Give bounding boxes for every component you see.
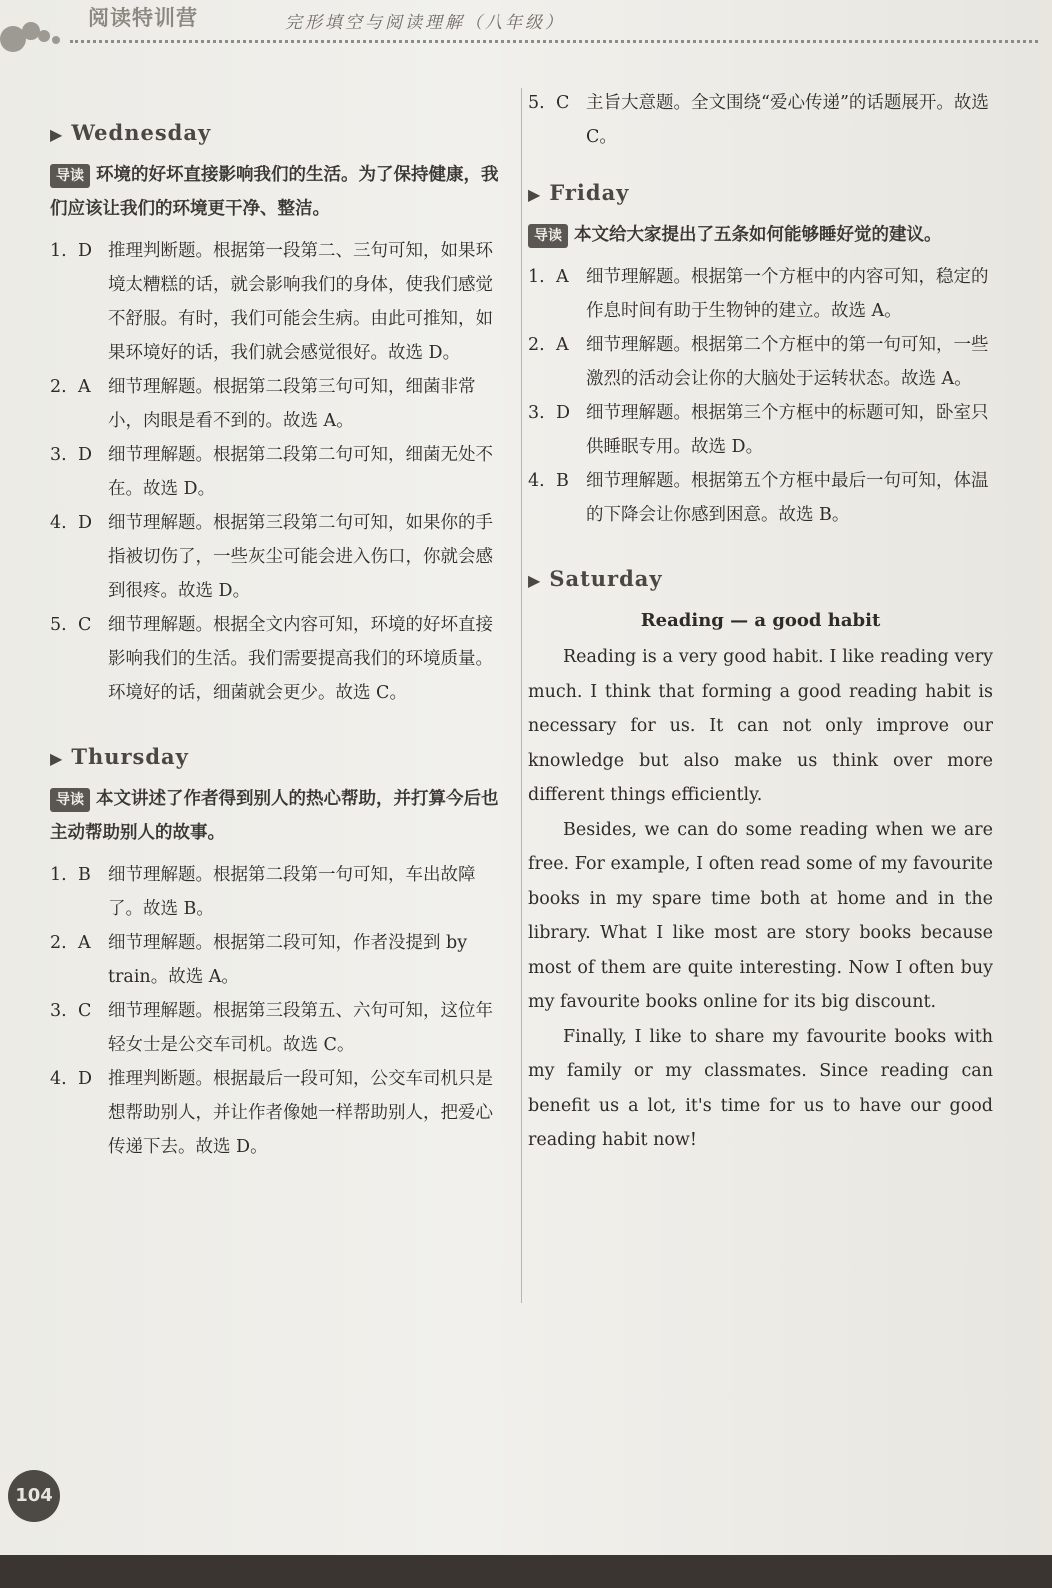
guide-badge: 导读 xyxy=(50,788,90,812)
essay-title: Reading — a good habit xyxy=(640,610,881,631)
right-column xyxy=(528,86,993,1158)
friday-heading: ▶ Friday xyxy=(528,180,630,205)
thursday-answer-4: 4. D 推理判断题。根据最后一段可知，公交车司机只是想帮助别人，并让作者像她一样帮助别人，把爱心传递下去。故选 D。 xyxy=(50,1069,493,1157)
wednesday-answer-4: 4. D 细节理解题。根据第三段第二句可知，如果你的手指被切伤了，一些灰尘可能会进入伤口，你就会感到很疼。故选 D。 xyxy=(50,513,493,601)
triangle-icon: ▶ xyxy=(50,125,64,144)
friday-guide: 导读 本文给大家提出了五条如何能够睡好觉的建议。 xyxy=(528,218,993,252)
wednesday-heading: ▶ Wednesday xyxy=(50,120,212,145)
page-number-badge: 104 xyxy=(8,1470,60,1522)
friday-answer-2: 2. A 细节理解题。根据第二个方框中的第一句可知，一些激烈的活动会让你的大脑处于运转状态。故选 A。 xyxy=(528,335,989,389)
wednesday-answer-3: 3. D 细节理解题。根据第二段第二句可知，细菌无处不在。故选 D。 xyxy=(50,445,493,499)
friday-answer-1: 1. A 细节理解题。根据第一个方框中的内容可知，稳定的作息时间有助于生物钟的建立。故选 A。 xyxy=(528,267,989,321)
friday-answer-4: 4. B 细节理解题。根据第五个方框中最后一句可知，体温的下降会让你感到困意。故选 B。 xyxy=(528,471,989,525)
page-header xyxy=(0,0,1040,48)
wednesday-answer-2: 2. A 细节理解题。根据第二段第三句可知，细菌非常小，肉眼是看不到的。故选 A。 xyxy=(50,377,476,431)
essay-paragraph-2: Besides, we can do some reading when we are free. For example, I often read some of my favourite books in my spare time both at home and in the library. What I like most are story books because most of them are quite interesting. Now I often buy my favourite books online for its big discount. xyxy=(528,819,993,1012)
thursday-guide: 导读 本文讲述了作者得到别人的热心帮助，并打算今后也主动帮助别人的故事。 xyxy=(50,789,499,843)
brand-title: 阅读特训营 xyxy=(88,5,198,30)
header-divider xyxy=(70,40,1038,43)
column-divider xyxy=(521,88,522,1303)
wednesday-answer-1: 1. D 推理判断题。根据第一段第二、三句可知，如果环境太糟糕的话，就会影响我们的身体，使我们感觉不舒服。有时，我们可能会生病。由此可推知，如果环境好的话，我们就会感觉很好。故选 D。 xyxy=(50,241,493,363)
triangle-icon: ▶ xyxy=(50,749,64,768)
essay-paragraph-3: Finally, I like to share my favourite books with my family or my classmates. Since reading can benefit us a lot, it's time for us to have our good reading habit now! xyxy=(528,1026,993,1150)
thursday-answer-3: 3. C 细节理解题。根据第三段第五、六句可知，这位年轻女士是公交车司机。故选 C。 xyxy=(50,1001,493,1055)
thursday-answer-5: 5. C 主旨大意题。全文围绕“爱心传递”的话题展开。故选 C。 xyxy=(528,93,989,147)
wednesday-guide: 导读 环境的好坏直接影响我们的生活。为了保持健康，我们应该让我们的环境更干净、整洁。 xyxy=(50,165,499,219)
page-edge-shadow xyxy=(0,1555,1052,1588)
essay-paragraph-1: Reading is a very good habit. I like reading very much. I think that forming a good reading habit is necessary for us. It can not only improve our knowledge but also make us think over more different things efficiently. xyxy=(528,647,993,805)
thursday-heading: ▶ Thursday xyxy=(50,744,189,769)
friday-answer-3: 3. D 细节理解题。根据第三个方框中的标题可知，卧室只供睡眠专用。故选 D。 xyxy=(528,403,989,457)
wednesday-answer-5: 5. C 细节理解题。根据全文内容可知，环境的好坏直接影响我们的生活。我们需要提高我们的环境质量。环境好的话，细菌就会更少。故选 C。 xyxy=(50,615,493,703)
guide-badge: 导读 xyxy=(528,224,568,248)
thursday-answer-2: 2. A 细节理解题。根据第二段可知，作者没提到 by train。故选 A。 xyxy=(50,933,468,987)
triangle-icon: ▶ xyxy=(528,571,542,590)
triangle-icon: ▶ xyxy=(528,185,542,204)
saturday-heading: ▶ Saturday xyxy=(528,566,663,591)
left-column xyxy=(50,108,505,1164)
guide-badge: 导读 xyxy=(50,164,90,188)
book-subtitle: 完形填空与阅读理解（八年级） xyxy=(285,13,565,33)
thursday-answer-1: 1. B 细节理解题。根据第二段第一句可知，车出故障了。故选 B。 xyxy=(50,865,476,919)
